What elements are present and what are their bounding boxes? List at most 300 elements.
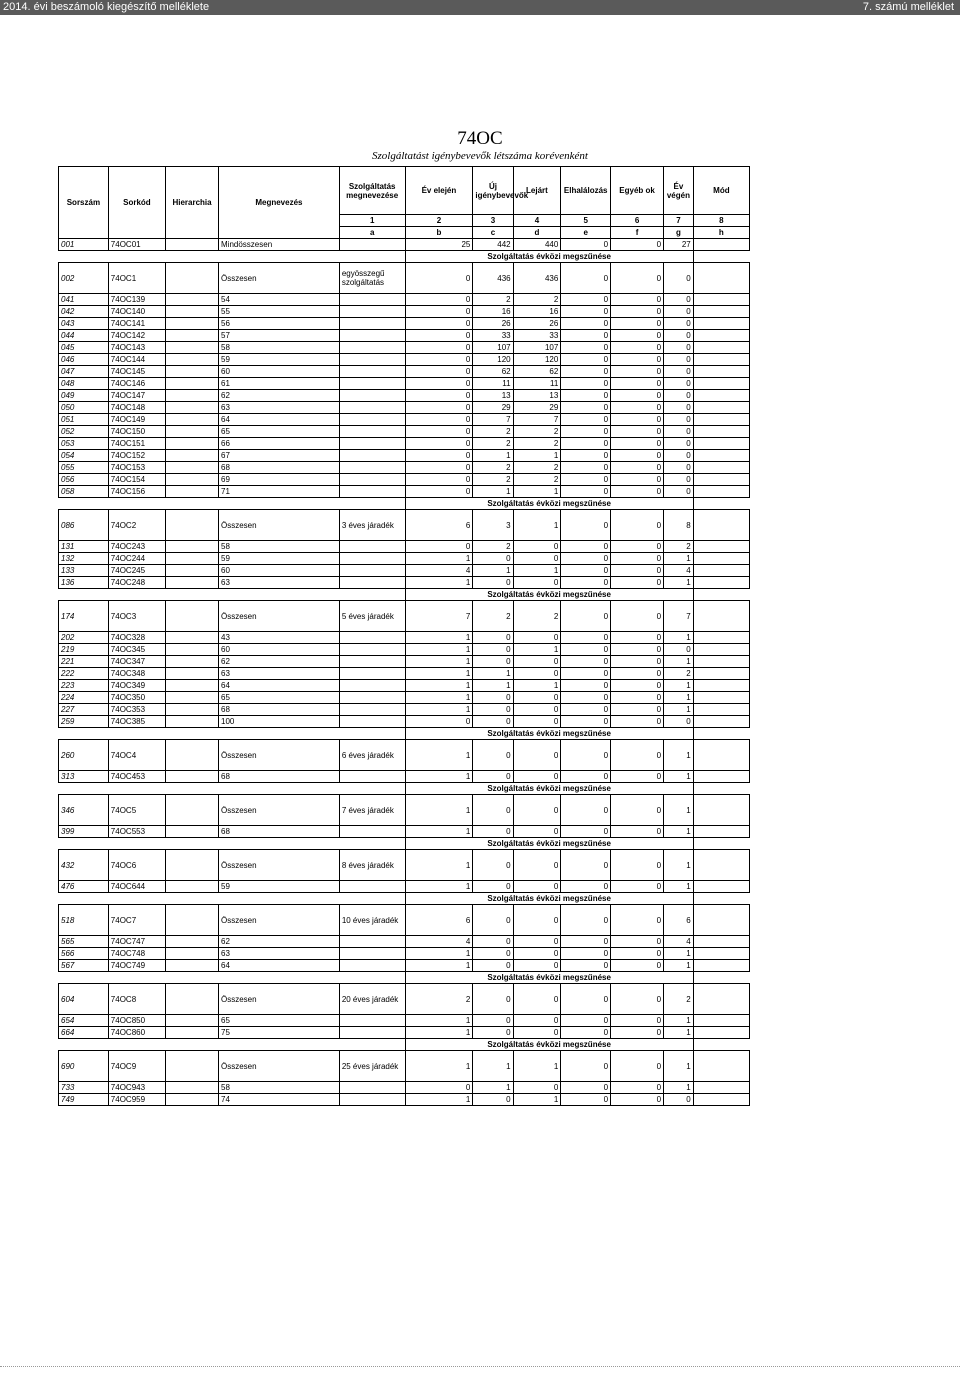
cell-value: 0	[611, 390, 664, 402]
cell-value: 1	[513, 565, 561, 577]
cell-mod	[693, 881, 749, 893]
cell-sorszam: 044	[59, 330, 109, 342]
cell-hierarchia	[166, 771, 219, 783]
col-header-elhalalozas: Elhalálozás	[561, 167, 611, 215]
cell-value: 0	[513, 948, 561, 960]
cell-sorkod: 74OC156	[108, 486, 165, 498]
table-row	[59, 462, 750, 474]
cell-value: 1	[664, 740, 694, 771]
cell-value: 0	[611, 474, 664, 486]
cell-value: 1	[405, 644, 473, 656]
cell-sorszam: 049	[59, 390, 109, 402]
cell-value: 0	[561, 601, 611, 632]
cell-value: 1	[664, 553, 694, 565]
cell-sorkod: 74OC244	[108, 553, 165, 565]
cell-sorkod: 74OC148	[108, 402, 165, 414]
band-label: Szolgáltatás évközi megszűnése	[405, 498, 693, 510]
cell-sorszam: 313	[59, 771, 109, 783]
cell-sorkod: 74OC153	[108, 462, 165, 474]
cell-value: 0	[513, 553, 561, 565]
cell-sorkod: 74OC860	[108, 1027, 165, 1039]
table-row	[59, 390, 750, 402]
cell-value: 1	[473, 565, 513, 577]
cell-value: 0	[561, 680, 611, 692]
cell-value: 0	[513, 1015, 561, 1027]
table-row	[59, 771, 750, 783]
cell-mod	[693, 318, 749, 330]
table-row	[59, 541, 750, 553]
cell-value: 2	[664, 984, 694, 1015]
cell-value: 0	[611, 402, 664, 414]
cell-value: 0	[611, 692, 664, 704]
cell-sorkod: 74OC245	[108, 565, 165, 577]
cell-sorszam: 133	[59, 565, 109, 577]
cell-value: 6	[664, 905, 694, 936]
cell-value: 0	[513, 1082, 561, 1094]
cell-megnevezes: 63	[219, 668, 340, 680]
cell-value: 0	[513, 632, 561, 644]
cell-szolgaltatas	[339, 577, 405, 589]
table-row	[59, 342, 750, 354]
cell-szolgaltatas	[339, 330, 405, 342]
cell-value: 0	[561, 644, 611, 656]
table-row	[59, 402, 750, 414]
cell-value: 0	[561, 1082, 611, 1094]
table-row	[59, 656, 750, 668]
cell-sorszam: 056	[59, 474, 109, 486]
band-spacer-cell	[166, 498, 219, 510]
band-label: Szolgáltatás évközi megszűnése	[405, 783, 693, 795]
cell-sorkod: 74OC248	[108, 577, 165, 589]
cell-hierarchia	[166, 541, 219, 553]
cell-mod	[693, 366, 749, 378]
cell-value: 1	[664, 826, 694, 838]
cell-megnevezes: 68	[219, 771, 340, 783]
cell-hierarchia	[166, 668, 219, 680]
band-spacer-cell	[108, 838, 165, 850]
cell-value: 0	[561, 1094, 611, 1106]
cell-sorszam: 733	[59, 1082, 109, 1094]
data-table	[58, 166, 750, 1106]
cell-value: 0	[561, 366, 611, 378]
cell-hierarchia	[166, 1094, 219, 1106]
table-row	[59, 577, 750, 589]
cell-megnevezes: 65	[219, 692, 340, 704]
cell-szolgaltatas	[339, 1094, 405, 1106]
table-row-total	[59, 510, 750, 541]
cell-megnevezes: 64	[219, 680, 340, 692]
cell-value: 7	[664, 601, 694, 632]
cell-hierarchia	[166, 462, 219, 474]
cell-sorkod: 74OC5	[108, 795, 165, 826]
cell-szolgaltatas	[339, 553, 405, 565]
cell-value: 4	[664, 565, 694, 577]
cell-value: 1	[473, 680, 513, 692]
cell-value: 0	[561, 795, 611, 826]
cell-hierarchia	[166, 881, 219, 893]
cell-value: 1	[664, 1051, 694, 1082]
cell-value: 0	[611, 553, 664, 565]
cell-value: 0	[561, 450, 611, 462]
cell-value: 16	[513, 306, 561, 318]
cell-value: 0	[664, 294, 694, 306]
cell-value: 0	[611, 354, 664, 366]
cell-mod	[693, 1082, 749, 1094]
band-spacer-cell	[219, 498, 340, 510]
cell-value: 0	[611, 632, 664, 644]
cell-hierarchia	[166, 318, 219, 330]
cell-value: 0	[561, 541, 611, 553]
cell-megnevezes: 60	[219, 366, 340, 378]
band-row	[59, 1039, 750, 1051]
cell-hierarchia	[166, 1027, 219, 1039]
cell-value: 1	[405, 704, 473, 716]
cell-szolgaltatas: egyösszegű szolgáltatás	[339, 263, 405, 294]
cell-value: 0	[611, 960, 664, 972]
cell-value: 0	[664, 378, 694, 390]
cell-megnevezes: 62	[219, 656, 340, 668]
cell-sorszam: 690	[59, 1051, 109, 1082]
cell-value: 2	[405, 984, 473, 1015]
cell-value: 0	[473, 771, 513, 783]
cell-hierarchia	[166, 795, 219, 826]
cell-szolgaltatas	[339, 632, 405, 644]
cell-sorszam: 399	[59, 826, 109, 838]
cell-megnevezes: 60	[219, 644, 340, 656]
cell-sorszam: 058	[59, 486, 109, 498]
cell-value: 0	[473, 716, 513, 728]
cell-sorszam: 002	[59, 263, 109, 294]
cell-value: 0	[561, 486, 611, 498]
cell-value: 1	[664, 1082, 694, 1094]
cell-value: 2	[473, 541, 513, 553]
band-spacer-cell	[108, 728, 165, 740]
cell-value: 0	[611, 294, 664, 306]
cell-value: 0	[561, 510, 611, 541]
cell-value: 25	[405, 239, 473, 251]
cell-mod	[693, 1027, 749, 1039]
cell-value: 0	[611, 680, 664, 692]
table-row	[59, 668, 750, 680]
cell-value: 0	[473, 740, 513, 771]
band-spacer-cell	[339, 893, 405, 905]
cell-value: 0	[611, 306, 664, 318]
cell-value: 0	[405, 342, 473, 354]
cell-value: 1	[664, 1027, 694, 1039]
cell-value: 0	[611, 438, 664, 450]
table-row	[59, 692, 750, 704]
cell-value: 0	[405, 330, 473, 342]
cell-value: 0	[664, 438, 694, 450]
cell-value: 0	[473, 984, 513, 1015]
cell-value: 0	[473, 1015, 513, 1027]
cell-hierarchia	[166, 826, 219, 838]
cell-hierarchia	[166, 1051, 219, 1082]
cell-value: 33	[473, 330, 513, 342]
cell-value: 0	[405, 263, 473, 294]
table-row	[59, 881, 750, 893]
cell-value: 0	[561, 263, 611, 294]
cell-value: 0	[561, 318, 611, 330]
band-spacer-cell	[108, 589, 165, 601]
band-spacer-cell	[166, 972, 219, 984]
band-row	[59, 589, 750, 601]
cell-mod	[693, 354, 749, 366]
band-row	[59, 728, 750, 740]
cell-mod	[693, 330, 749, 342]
cell-value: 1	[513, 1094, 561, 1106]
cell-value: 0	[664, 426, 694, 438]
band-spacer-cell	[59, 251, 109, 263]
cell-value: 27	[664, 239, 694, 251]
cell-value: 0	[664, 450, 694, 462]
col-header-megnevezes: Megnevezés	[219, 167, 340, 239]
cell-value: 0	[611, 1082, 664, 1094]
cell-value: 29	[473, 402, 513, 414]
table-row	[59, 318, 750, 330]
band-spacer-cell	[59, 783, 109, 795]
cell-szolgaltatas	[339, 318, 405, 330]
cell-value: 0	[561, 1015, 611, 1027]
band-spacer-cell	[59, 498, 109, 510]
cell-mod	[693, 850, 749, 881]
cell-sorkod: 74OC453	[108, 771, 165, 783]
band-row	[59, 838, 750, 850]
table-row	[59, 948, 750, 960]
cell-value: 0	[664, 330, 694, 342]
table-row-total	[59, 795, 750, 826]
cell-sorkod: 74OC9	[108, 1051, 165, 1082]
band-spacer-cell	[166, 589, 219, 601]
cell-szolgaltatas	[339, 450, 405, 462]
cell-value: 0	[561, 438, 611, 450]
table-row	[59, 366, 750, 378]
col-header-mod: Mód	[693, 167, 749, 215]
band-spacer-cell	[693, 498, 749, 510]
table-row	[59, 354, 750, 366]
cell-megnevezes: 63	[219, 577, 340, 589]
table-row	[59, 378, 750, 390]
cell-value: 0	[513, 656, 561, 668]
cell-sorszam: 052	[59, 426, 109, 438]
cell-value: 0	[611, 771, 664, 783]
cell-sorszam: 054	[59, 450, 109, 462]
col-letter: e	[561, 227, 611, 239]
cell-mod	[693, 450, 749, 462]
cell-value: 0	[611, 577, 664, 589]
cell-szolgaltatas	[339, 692, 405, 704]
cell-szolgaltatas	[339, 378, 405, 390]
cell-value: 1	[405, 771, 473, 783]
cell-value: 1	[405, 692, 473, 704]
cell-value: 0	[473, 948, 513, 960]
band-spacer-cell	[339, 251, 405, 263]
cell-mod	[693, 414, 749, 426]
cell-megnevezes: 58	[219, 1082, 340, 1094]
cell-value: 2	[473, 294, 513, 306]
table-row	[59, 1094, 750, 1106]
cell-value: 0	[473, 881, 513, 893]
cell-value: 0	[561, 565, 611, 577]
cell-sorszam: 432	[59, 850, 109, 881]
cell-hierarchia	[166, 565, 219, 577]
col-number: 2	[405, 215, 473, 227]
cell-sorkod: 74OC959	[108, 1094, 165, 1106]
cell-value: 0	[513, 1027, 561, 1039]
cell-hierarchia	[166, 692, 219, 704]
cell-szolgaltatas	[339, 826, 405, 838]
table-row-total	[59, 601, 750, 632]
cell-value: 0	[513, 936, 561, 948]
cell-sorkod: 74OC145	[108, 366, 165, 378]
cell-szolgaltatas	[339, 486, 405, 498]
cell-szolgaltatas	[339, 644, 405, 656]
cell-value: 0	[561, 306, 611, 318]
cell-value: 2	[664, 668, 694, 680]
cell-mod	[693, 771, 749, 783]
cell-sorkod: 74OC243	[108, 541, 165, 553]
cell-value: 0	[561, 402, 611, 414]
cell-value: 0	[611, 644, 664, 656]
cell-value: 0	[473, 905, 513, 936]
cell-hierarchia	[166, 936, 219, 948]
table-row-total	[59, 1051, 750, 1082]
band-row	[59, 783, 750, 795]
cell-sorszam: 047	[59, 366, 109, 378]
band-label: Szolgáltatás évközi megszűnése	[405, 589, 693, 601]
band-label: Szolgáltatás évközi megszűnése	[405, 838, 693, 850]
cell-szolgaltatas	[339, 294, 405, 306]
table-row	[59, 306, 750, 318]
cell-sorkod: 74OC348	[108, 668, 165, 680]
cell-sorkod: 74OC142	[108, 330, 165, 342]
band-spacer-cell	[339, 972, 405, 984]
cell-value: 0	[611, 239, 664, 251]
cell-hierarchia	[166, 390, 219, 402]
col-number: 7	[664, 215, 694, 227]
band-spacer-cell	[339, 783, 405, 795]
cell-mod	[693, 565, 749, 577]
cell-value: 1	[664, 704, 694, 716]
band-spacer-cell	[166, 251, 219, 263]
cell-value: 4	[664, 936, 694, 948]
cell-sorszam: 174	[59, 601, 109, 632]
table-row	[59, 565, 750, 577]
cell-sorkod: 74OC943	[108, 1082, 165, 1094]
col-number: 4	[513, 215, 561, 227]
cell-value: 0	[611, 462, 664, 474]
cell-mod	[693, 668, 749, 680]
cell-value: 442	[473, 239, 513, 251]
cell-value: 2	[513, 294, 561, 306]
cell-value: 1	[664, 1015, 694, 1027]
col-number: 6	[611, 215, 664, 227]
cell-sorkod: 74OC146	[108, 378, 165, 390]
cell-mod	[693, 632, 749, 644]
cell-value: 0	[405, 294, 473, 306]
cell-sorszam: 132	[59, 553, 109, 565]
cell-value: 1	[473, 1051, 513, 1082]
cell-szolgaltatas: 8 éves járadék	[339, 850, 405, 881]
cell-value: 0	[561, 984, 611, 1015]
cell-value: 107	[513, 342, 561, 354]
cell-mod	[693, 1094, 749, 1106]
cell-mod	[693, 826, 749, 838]
cell-value: 7	[513, 414, 561, 426]
cell-value: 0	[561, 948, 611, 960]
cell-sorkod: 74OC01	[108, 239, 165, 251]
cell-value: 1	[405, 577, 473, 589]
cell-hierarchia	[166, 510, 219, 541]
col-number: 3	[473, 215, 513, 227]
cell-megnevezes: 57	[219, 330, 340, 342]
cell-sorszam: 567	[59, 960, 109, 972]
cell-sorszam: 045	[59, 342, 109, 354]
band-label: Szolgáltatás évközi megszűnése	[405, 1039, 693, 1051]
cell-megnevezes: 68	[219, 462, 340, 474]
cell-value: 0	[405, 541, 473, 553]
cell-value: 2	[513, 438, 561, 450]
cell-value: 2	[513, 462, 561, 474]
page-header-bar	[0, 0, 960, 15]
cell-value: 0	[611, 378, 664, 390]
cell-value: 1	[473, 486, 513, 498]
cell-value: 0	[473, 1094, 513, 1106]
cell-szolgaltatas: 7 éves járadék	[339, 795, 405, 826]
band-spacer-cell	[108, 972, 165, 984]
cell-value: 0	[611, 426, 664, 438]
cell-value: 0	[473, 656, 513, 668]
band-spacer-cell	[166, 1039, 219, 1051]
cell-megnevezes: Összesen	[219, 795, 340, 826]
band-label: Szolgáltatás évközi megszűnése	[405, 893, 693, 905]
cell-szolgaltatas	[339, 342, 405, 354]
band-spacer-cell	[59, 893, 109, 905]
cell-szolgaltatas	[339, 948, 405, 960]
table-row	[59, 486, 750, 498]
cell-value: 0	[611, 936, 664, 948]
band-row	[59, 498, 750, 510]
document-title: 74OC	[457, 128, 503, 149]
cell-szolgaltatas: 20 éves járadék	[339, 984, 405, 1015]
cell-mod	[693, 294, 749, 306]
cell-value: 0	[664, 390, 694, 402]
cell-hierarchia	[166, 632, 219, 644]
cell-value: 1	[513, 644, 561, 656]
cell-sorszam: 086	[59, 510, 109, 541]
band-spacer-cell	[166, 728, 219, 740]
table-row	[59, 1082, 750, 1094]
cell-hierarchia	[166, 366, 219, 378]
cell-hierarchia	[166, 450, 219, 462]
cell-szolgaltatas	[339, 414, 405, 426]
cell-hierarchia	[166, 601, 219, 632]
cell-megnevezes: 65	[219, 1015, 340, 1027]
cell-value: 0	[405, 390, 473, 402]
cell-mod	[693, 740, 749, 771]
cell-sorkod: 74OC4	[108, 740, 165, 771]
cell-sorszam: 222	[59, 668, 109, 680]
cell-value: 0	[561, 881, 611, 893]
cell-value: 2	[473, 474, 513, 486]
cell-sorkod: 74OC149	[108, 414, 165, 426]
cell-sorkod: 74OC3	[108, 601, 165, 632]
table-row	[59, 450, 750, 462]
cell-hierarchia	[166, 486, 219, 498]
cell-value: 0	[561, 330, 611, 342]
cell-value: 0	[664, 414, 694, 426]
cell-value: 6	[405, 510, 473, 541]
